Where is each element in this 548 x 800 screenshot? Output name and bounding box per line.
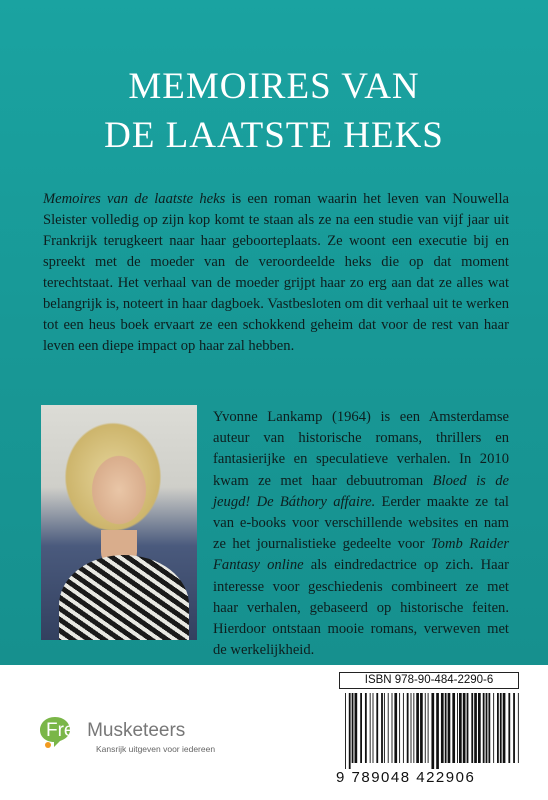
barcode-digits: 9 789048 422906 bbox=[336, 769, 476, 786]
barcode-bar bbox=[508, 693, 510, 763]
barcode-bar bbox=[500, 693, 502, 763]
barcode-bar bbox=[457, 693, 458, 763]
book-title bbox=[0, 62, 548, 160]
barcode-bar bbox=[459, 693, 462, 763]
barcode-bar bbox=[370, 693, 371, 763]
barcode-bar bbox=[463, 693, 466, 763]
barcode-bar bbox=[394, 693, 397, 763]
barcode-bar bbox=[428, 693, 429, 763]
barcode-bar bbox=[486, 693, 488, 763]
barcode-bar bbox=[399, 693, 400, 763]
bio-part-1: Yvonne Lankamp (1964) is een Amsterdamse auteur van historische romans, thrillers en fantasierijke en speculatieve verhalen. In 2010 kwam ze met haar debuutroman bbox=[213, 409, 509, 489]
barcode-bar bbox=[411, 693, 412, 763]
isbn-label: ISBN 978-90-484-2290-6 bbox=[339, 672, 519, 689]
publisher-name bbox=[46, 720, 195, 742]
barcode-bar bbox=[518, 693, 519, 763]
barcode-bar bbox=[503, 693, 506, 763]
barcode-bar bbox=[467, 693, 469, 763]
barcode-bar bbox=[513, 693, 515, 763]
barcode-bar bbox=[478, 693, 481, 763]
barcode-bar bbox=[349, 693, 351, 769]
barcode-bar bbox=[376, 693, 378, 763]
bio-italic-2: Tomb Raider Fantasy online bbox=[213, 536, 509, 574]
barcode-bar bbox=[381, 693, 383, 763]
title-line-1: MEMOIRES VAN bbox=[128, 66, 420, 107]
blurb-text: is een roman waarin het leven van Nouwella Sleister volledig op zijn kop komt te staan als ze na een studie van vijf jaar uit Frankrijk terugkeert naar haar geboorteplaats. Ze woont een executie bij en spreekt met de moeder van de veroordeelde heks die op dat moment terechtstaat. Het verhaal van de moeder grijpt haar zo erg aan dat ze alles wat belangrijk is, noteert in haar dagboek. Vastbesloten om dit verhaal uit te werken tot een heus boek ervaart ze een schokkend geheim dat voor de rest van haar leven een diepe impact op haar zal hebben. bbox=[43, 191, 509, 354]
barcode-bar bbox=[425, 693, 426, 763]
bio-italic-1: Bloed is de jeugd! De Báthory affaire. bbox=[213, 472, 509, 510]
author-photo bbox=[41, 405, 197, 640]
barcode-bar bbox=[407, 693, 409, 763]
bio-part-2: Eerder maakte ze tal van e-books voor verschillende websites en nam ze het journalistieke gedeelte voor bbox=[213, 493, 509, 553]
barcode-bar bbox=[392, 693, 393, 763]
barcode-bar bbox=[345, 693, 346, 769]
barcode-bar bbox=[488, 693, 490, 763]
bio-part-3: als eindredactrice op zich. Haar interesse voor geschiedenis combineert ze met haar verhalen, gebaseerd op historische feiten. Hierdoor ontstaan mooie romans, verweven met de werkelijkheid. bbox=[213, 557, 509, 659]
author-bio bbox=[213, 407, 509, 661]
barcode-bar bbox=[355, 693, 358, 763]
barcode-bar bbox=[497, 693, 499, 763]
barcode-bar bbox=[431, 693, 434, 769]
barcode-bar bbox=[413, 693, 414, 763]
barcode-bar bbox=[420, 693, 423, 763]
barcode-bar bbox=[388, 693, 389, 763]
barcode-bar bbox=[474, 693, 477, 763]
barcode-bar bbox=[441, 693, 444, 763]
barcode-bar bbox=[436, 693, 439, 769]
barcode-bar bbox=[373, 693, 374, 763]
barcode bbox=[343, 693, 521, 769]
barcode-bar bbox=[352, 693, 354, 763]
title-line-2: DE LAATSTE HEKS bbox=[104, 115, 444, 156]
publisher-name-free: Free bbox=[46, 720, 86, 741]
publisher-name-musketeers: Musketeers bbox=[87, 720, 186, 741]
barcode-bar bbox=[416, 693, 419, 763]
publisher-tagline: Kansrijk uitgeven voor iedereen bbox=[96, 744, 216, 754]
barcode-bar bbox=[448, 693, 451, 763]
barcode-bar bbox=[471, 693, 473, 763]
barcode-bar bbox=[483, 693, 485, 763]
barcode-bar bbox=[445, 693, 447, 763]
barcode-bar bbox=[384, 693, 385, 763]
barcode-bar bbox=[365, 693, 367, 763]
barcode-bar bbox=[403, 693, 404, 763]
author-photo-body bbox=[59, 555, 189, 640]
barcode-bar bbox=[360, 693, 362, 763]
barcode-bar bbox=[452, 693, 455, 763]
blurb-title-italic: Memoires van de laatste heks bbox=[43, 191, 226, 207]
book-blurb bbox=[43, 189, 509, 357]
barcode-bar bbox=[493, 693, 494, 763]
publisher-logo bbox=[38, 712, 228, 772]
